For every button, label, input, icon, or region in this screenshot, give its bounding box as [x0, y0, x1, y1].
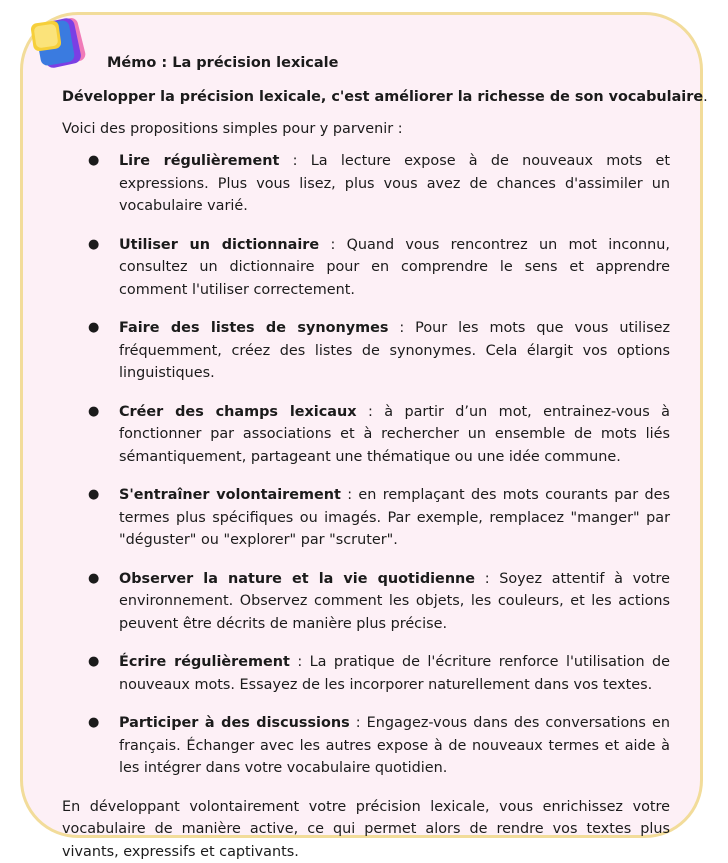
- item-text: : Soyez attentif à votre environnement. Observez comment les objets, les couleurs, et les actions peuvent être décrits de manière plus précise.: [119, 571, 670, 632]
- conclusion-text: En développant volontairement votre précision lexicale, vous enrichissez votre vocabulaire de manière active, ce qui permet alors de rendre vos textes plus vivants, expressifs et captivants.: [62, 796, 670, 863]
- lead-tail: .: [703, 89, 708, 105]
- item-text: : en remplaçant des mots courants par des termes plus spécifiques ou imagés. Par exemple, remplacez "manger" par "déguster" ou "explorer" par "scruter".: [119, 487, 670, 548]
- item-term: Utiliser un dictionnaire: [119, 237, 319, 253]
- list-item: [62, 568, 670, 636]
- item-term: Observer la nature et la vie quotidienne: [119, 571, 475, 587]
- list-item: [62, 150, 670, 218]
- memo-content: [62, 86, 670, 863]
- list-item: [62, 651, 670, 696]
- bullet: ●: [88, 234, 99, 257]
- bullet: ●: [88, 150, 99, 173]
- proposition-list: [62, 150, 670, 780]
- intro-text: Voici des propositions simples pour y parvenir :: [62, 118, 670, 141]
- item-term: Participer à des discussions: [119, 715, 350, 731]
- item-text: : Engagez-vous dans des conversations en français. Échanger avec les autres expose à de nouveaux termes et aide à les intégrer dans votre vocabulaire quotidien.: [119, 715, 670, 776]
- item-text: : à partir d’un mot, entrainez-vous à fonctionner par associations et à rechercher un ensemble de mots liés sémantiquement, partageant une thématique ou une idée commune.: [119, 404, 670, 465]
- bullet: ●: [88, 484, 99, 507]
- item-term: S'entraîner volontairement: [119, 487, 341, 503]
- notebook-icon: [26, 8, 92, 74]
- list-item: [62, 317, 670, 385]
- memo-title: Mémo : La précision lexicale: [107, 55, 338, 71]
- bullet: ●: [88, 401, 99, 424]
- item-term: Faire des listes de synonymes: [119, 320, 388, 336]
- item-term: Écrire régulièrement: [119, 654, 290, 670]
- bullet: ●: [88, 568, 99, 591]
- item-term: Lire régulièrement: [119, 153, 279, 169]
- list-item: [62, 234, 670, 302]
- list-item: [62, 401, 670, 469]
- item-text: : La lecture expose à de nouveaux mots et expressions. Plus vous lisez, plus vous avez de chances d'assimiler un vocabulaire varié.: [119, 153, 670, 214]
- bullet: ●: [88, 712, 99, 735]
- lead-text: Développer la précision lexicale, c'est améliorer la richesse de son vocabulaire: [62, 89, 703, 105]
- bullet: ●: [88, 651, 99, 674]
- lead-statement: [62, 86, 670, 109]
- bullet: ●: [88, 317, 99, 340]
- list-item: [62, 484, 670, 552]
- list-item: [62, 712, 670, 780]
- item-text: : La pratique de l'écriture renforce l'utilisation de nouveaux mots. Essayez de les incorporer naturellement dans vos textes.: [119, 654, 670, 693]
- item-term: Créer des champs lexicaux: [119, 404, 357, 420]
- item-text: : Quand vous rencontrez un mot inconnu, consultez un dictionnaire pour en comprendre le sens et apprendre comment l'utiliser correctement.: [119, 237, 670, 298]
- item-text: : Pour les mots que vous utilisez fréquemment, créez des listes de synonymes. Cela élargit vos options linguistiques.: [119, 320, 670, 381]
